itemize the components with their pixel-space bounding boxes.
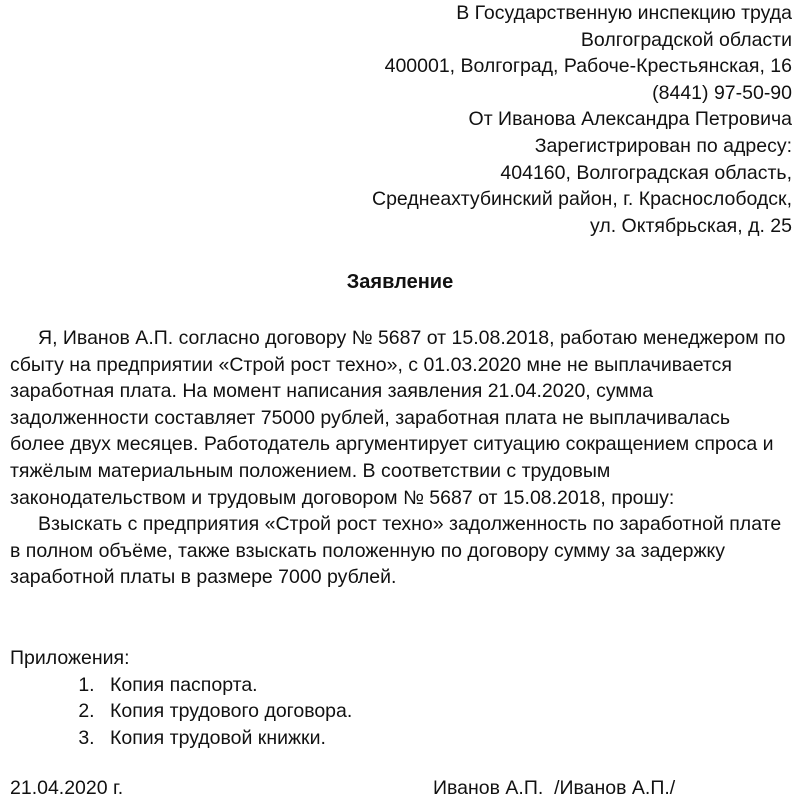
attachment-item: 1. Копия паспорта. xyxy=(100,672,352,699)
addressee-block xyxy=(372,0,792,239)
addressee-line: Волгоградской области xyxy=(580,28,792,51)
addressee-line: ул. Октябрьская, д. 25 xyxy=(590,214,792,237)
attachments-heading: Приложения: xyxy=(10,647,130,669)
attachments-list xyxy=(10,672,352,752)
document-body xyxy=(10,325,790,591)
addressee-line: 404160, Волгоградская область, xyxy=(500,161,792,184)
attachment-item: 2. Копия трудового договора. xyxy=(100,698,352,725)
body-paragraph: Взыскать с предприятия «Строй рост техно» задолженность по заработной плате в полном объёме, также взыскать положенную по договору сумму за задержку заработной платы в размере 7000 рублей. xyxy=(10,513,782,589)
document-date: 21.04.2020 г. xyxy=(10,777,124,799)
attachments-section xyxy=(10,645,352,751)
addressee-line: Зарегистрирован по адресу: xyxy=(534,134,792,157)
addressee-line: Среднеахтубинский район, г. Краснослободск, xyxy=(371,188,792,211)
signature: Иванов А.П. /Иванов А.П./ xyxy=(433,777,676,799)
body-paragraph: Я, Иванов А.П. согласно договору № 5687 от 15.08.2018, работаю менеджером по сбыту на предприятии «Строй рост техно», с 01.03.2020 мне не выплачивается заработная плата. На момент написания заявления 21.04.2020, сумма задолженности составляет 75000 рублей, заработная плата не выплачивалась более двух месяцев. Работодатель аргументирует ситуацию сокращением спроса и тяжёлым материальным положением. В соответствии с трудовым законодательством и трудовым договором № 5687 от 15.08.2018, прошу: xyxy=(10,327,786,509)
addressee-line: В Государственную инспекцию труда xyxy=(456,2,792,24)
document-title: Заявление xyxy=(346,271,454,293)
addressee-line: От Иванова Александра Петровича xyxy=(468,108,792,131)
attachment-item: 3. Копия трудовой книжки. xyxy=(100,725,352,752)
addressee-line: 400001, Волгоград, Рабоче-Крестьянская, 16 xyxy=(384,55,792,78)
addressee-line: (8441) 97-50-90 xyxy=(652,81,792,104)
